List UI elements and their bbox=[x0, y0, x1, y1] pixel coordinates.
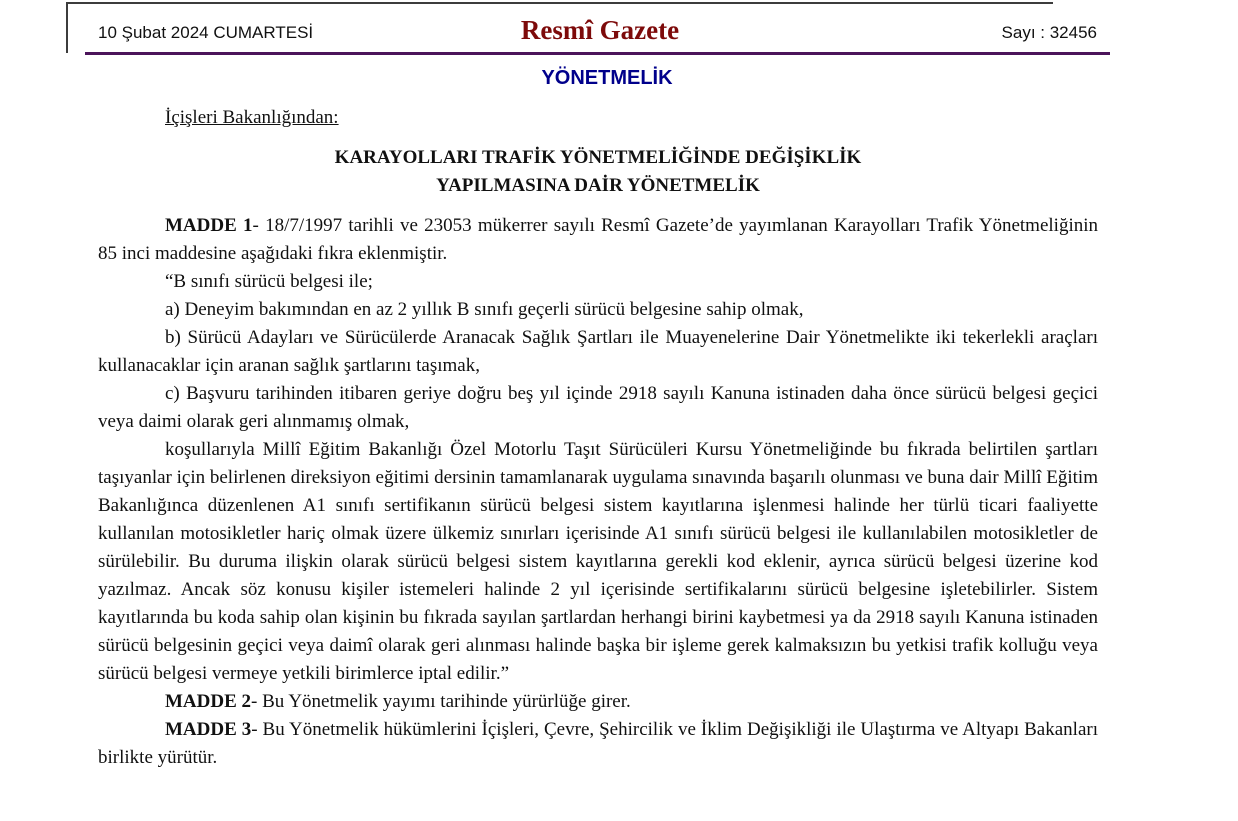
article-text: c) Başvuru tarihinden itibaren geriye doğru beş yıl içinde 2918 sayılı Kanuna istinaden daha önce sürücü belgesi geçici veya daimi olarak geri alınmamış olmak, bbox=[98, 383, 1098, 432]
article-text: - Bu Yönetmelik hükümlerini İçişleri, Çevre, Şehircilik ve İklim Değişikliği ile Ulaştırma ve Altyapı Bakanları birlikte yürütür. bbox=[98, 719, 1098, 768]
article-text: koşullarıyla Millî Eğitim Bakanlığı Özel Motorlu Taşıt Sürücüleri Kursu Yönetmeliğinde bu fıkrada belirtilen şartları taşıyanlar için belirlenen direksiyon eğitimi dersinin tamamlanarak uygulama sınavında başarılı olunması ve buna dair Millî Eğitim Bakanlığınca düzenlenen A1 sınıfı sertifikanın sürücü belgesi sistem kayıtlarına işlenmesi halinde her türlü ticari faaliyette kullanılan motosikletler hariç olmak üzere ülkemiz sınırları içerisinde A1 sınıfı sürücü belgesi ile kullanılabilen motosikletler de sürülebilir. Bu duruma ilişkin olarak sürücü belgesi sistem kayıtlarına gerekli kod eklenir, ayrıca sürücü belgesi üzerine kod yazılmaz. Ancak söz konusu kişiler istemeleri halinde 2 yıl içerisinde sertifikalarını sürücü belgesine işletebilirler. Sistem kayıtlarında bu koda sahip olan kişinin bu fıkrada sayılan şartlardan herhangi birini kaybetmesi ya da 2918 sayılı Kanuna istinaden sürücü belgesinin geçici veya daimî olarak geri alınması halinde başka bir işleme gerek kalmaksızın bu yetkisi trafik kolluğu veya sürücü belgesi vermeye yetkili birimlerce iptal edilir.” bbox=[98, 439, 1098, 684]
article-paragraph bbox=[98, 380, 1098, 436]
article-paragraph bbox=[98, 296, 1098, 324]
issuing-ministry: İçişleri Bakanlığından: bbox=[165, 107, 339, 128]
regulation-title-line-2: YAPILMASINA DAİR YÖNETMELİK bbox=[436, 175, 760, 196]
article-paragraph bbox=[98, 324, 1098, 380]
article-paragraph bbox=[98, 688, 1098, 716]
masthead-divider-rule bbox=[85, 52, 1110, 55]
article-paragraph bbox=[98, 436, 1098, 688]
regulation-title-line-1: KARAYOLLARI TRAFİK YÖNETMELİĞİNDE DEĞİŞİKLİK bbox=[334, 147, 862, 168]
regulation-body bbox=[98, 212, 1098, 772]
regulation-title bbox=[98, 144, 1098, 200]
article-label: MADDE 3 bbox=[165, 719, 252, 740]
article-text: a) Deneyim bakımından en az 2 yıllık B sınıfı geçerli sürücü belgesine sahip olmak, bbox=[165, 299, 804, 320]
article-text: - 18/7/1997 tarihli ve 23053 mükerrer sayılı Resmî Gazete’de yayımlanan Karayolları Trafik Yönetmeliğinin 85 inci maddesine aşağıdaki fıkra eklenmiştir. bbox=[98, 215, 1098, 264]
article-label: MADDE 2 bbox=[165, 691, 252, 712]
masthead-issue-number: Sayı : 32456 bbox=[1001, 23, 1097, 42]
masthead-date: 10 Şubat 2024 CUMARTESİ bbox=[98, 23, 314, 42]
article-paragraph bbox=[98, 212, 1098, 268]
gazette-title: Resmî Gazete bbox=[520, 15, 680, 45]
section-heading: YÖNETMELİK bbox=[541, 67, 673, 89]
article-paragraph bbox=[98, 716, 1098, 772]
article-paragraph bbox=[98, 268, 1098, 296]
document-content bbox=[98, 104, 1098, 772]
article-text: - Bu Yönetmelik yayımı tarihinde yürürlüğe girer. bbox=[251, 691, 631, 712]
article-text: “B sınıfı sürücü belgesi ile; bbox=[165, 271, 373, 292]
article-text: b) Sürücü Adayları ve Sürücülerde Aranacak Sağlık Şartları ile Muayenelerine Dair Yönetmelikte iki tekerlekli araçları kullanacaklar için aranan sağlık şartlarını taşımak, bbox=[98, 327, 1098, 376]
article-label: MADDE 1 bbox=[165, 215, 253, 236]
top-border-line bbox=[66, 2, 1053, 4]
